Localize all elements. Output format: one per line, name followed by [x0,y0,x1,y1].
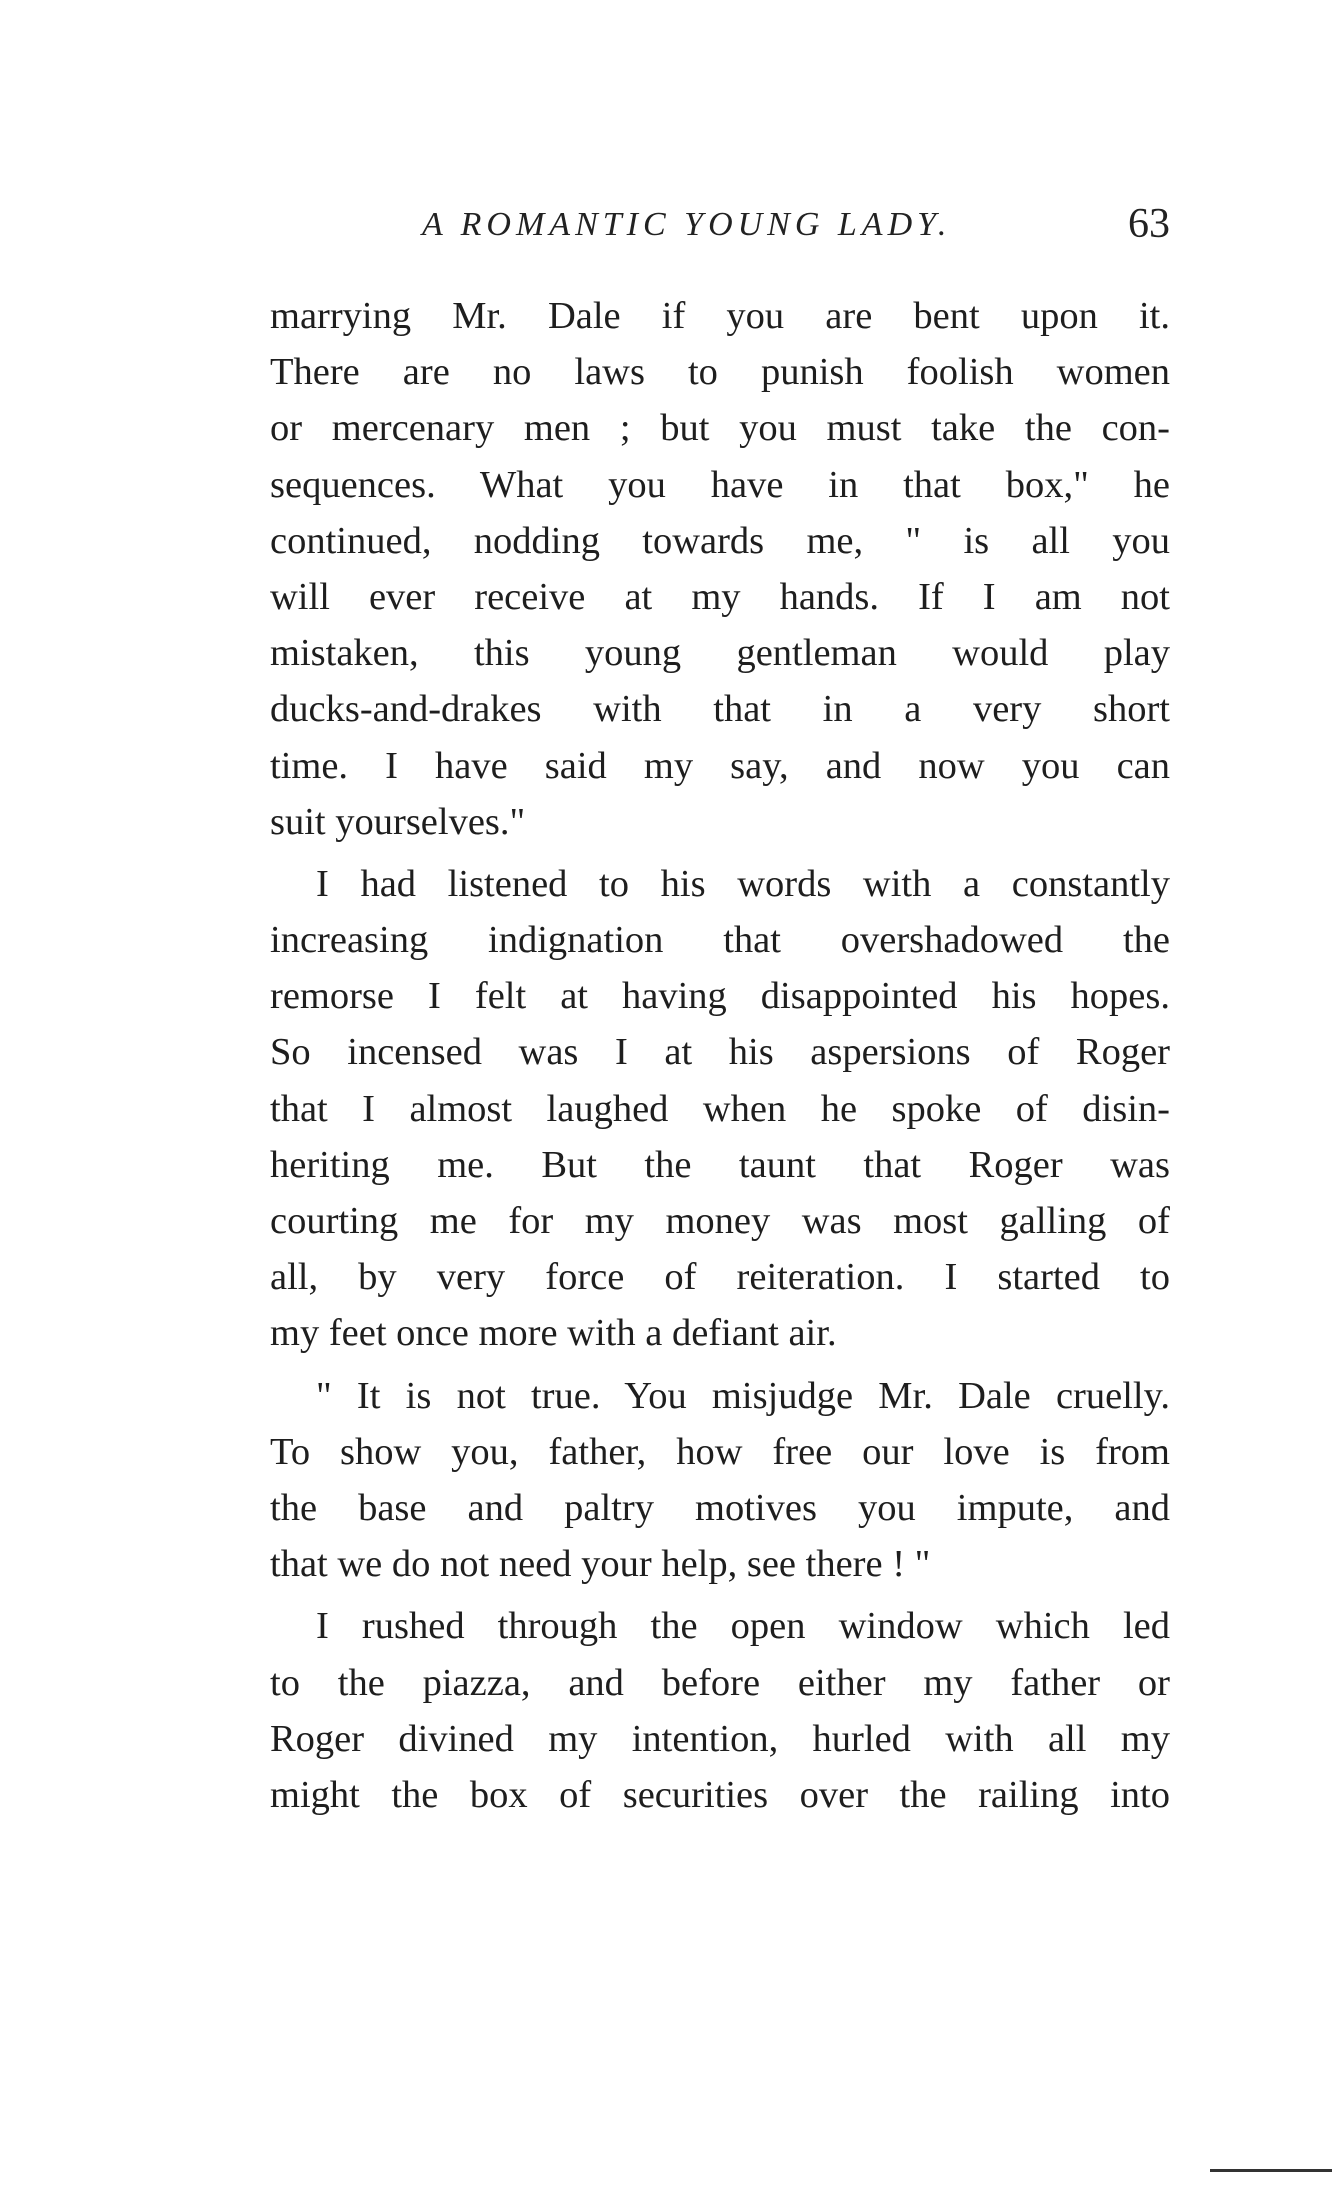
text-line: " It is not true. You misjudge Mr. Dale cruelly. [316,1374,1170,1417]
page-number: 63 [1128,201,1170,247]
text-line: to the piazza, and before either my father or [270,1661,1170,1704]
text-line: time. I have said my say, and now you can [270,744,1170,787]
body-text [270,288,1170,1823]
text-line: mistaken, this young gentleman would play [270,632,1170,675]
text-line: ducks-and-drakes with that in a very short [270,688,1170,731]
text-line: my feet once more with a defiant air. [270,1312,837,1355]
text-line: Roger divined my intention, hurled with all my [270,1717,1170,1760]
text-line: courting me for my money was most galling of [270,1200,1170,1242]
text-line: the base and paltry motives you impute, and [270,1486,1170,1529]
text-line: suit yourselves." [270,800,526,843]
paragraph [270,1598,1170,1823]
text-line: So incensed was I at his aspersions of Roger [270,1031,1170,1074]
text-line: all, by very force of reiteration. I started to [270,1256,1170,1299]
text-line: I had listened to his words with a constantly [316,862,1170,905]
text-line: that we do not need your help, see there ! " [270,1543,931,1586]
text-line: To show you, father, how free our love is from [270,1430,1170,1473]
text-line: sequences. What you have in that box," he [270,463,1170,506]
text-line: will ever receive at my hands. If I am not [270,575,1170,618]
text-line: continued, nodding towards me, " is all you [270,519,1170,562]
footer-rule [1210,2169,1332,2172]
paragraph [270,1368,1170,1593]
text-line: I rushed through the open window which led [316,1605,1170,1648]
text-line: might the box of securities over the railing into [270,1773,1170,1816]
text-line: heriting me. But the taunt that Roger was [270,1143,1170,1186]
running-title: A ROMANTIC YOUNG LADY. [422,206,952,243]
text-line: marrying Mr. Dale if you are bent upon it. [270,295,1170,337]
text-line: that I almost laughed when he spoke of disin- [270,1087,1170,1130]
text-line: There are no laws to punish foolish women [270,351,1170,394]
text-line: remorse I felt at having disappointed his hopes. [270,975,1170,1018]
running-head [270,200,1170,248]
text-line: increasing indignation that overshadowed the [270,919,1170,962]
text-line: or mercenary men ; but you must take the con- [270,407,1170,450]
paragraph [270,288,1170,850]
paragraph [270,856,1170,1362]
